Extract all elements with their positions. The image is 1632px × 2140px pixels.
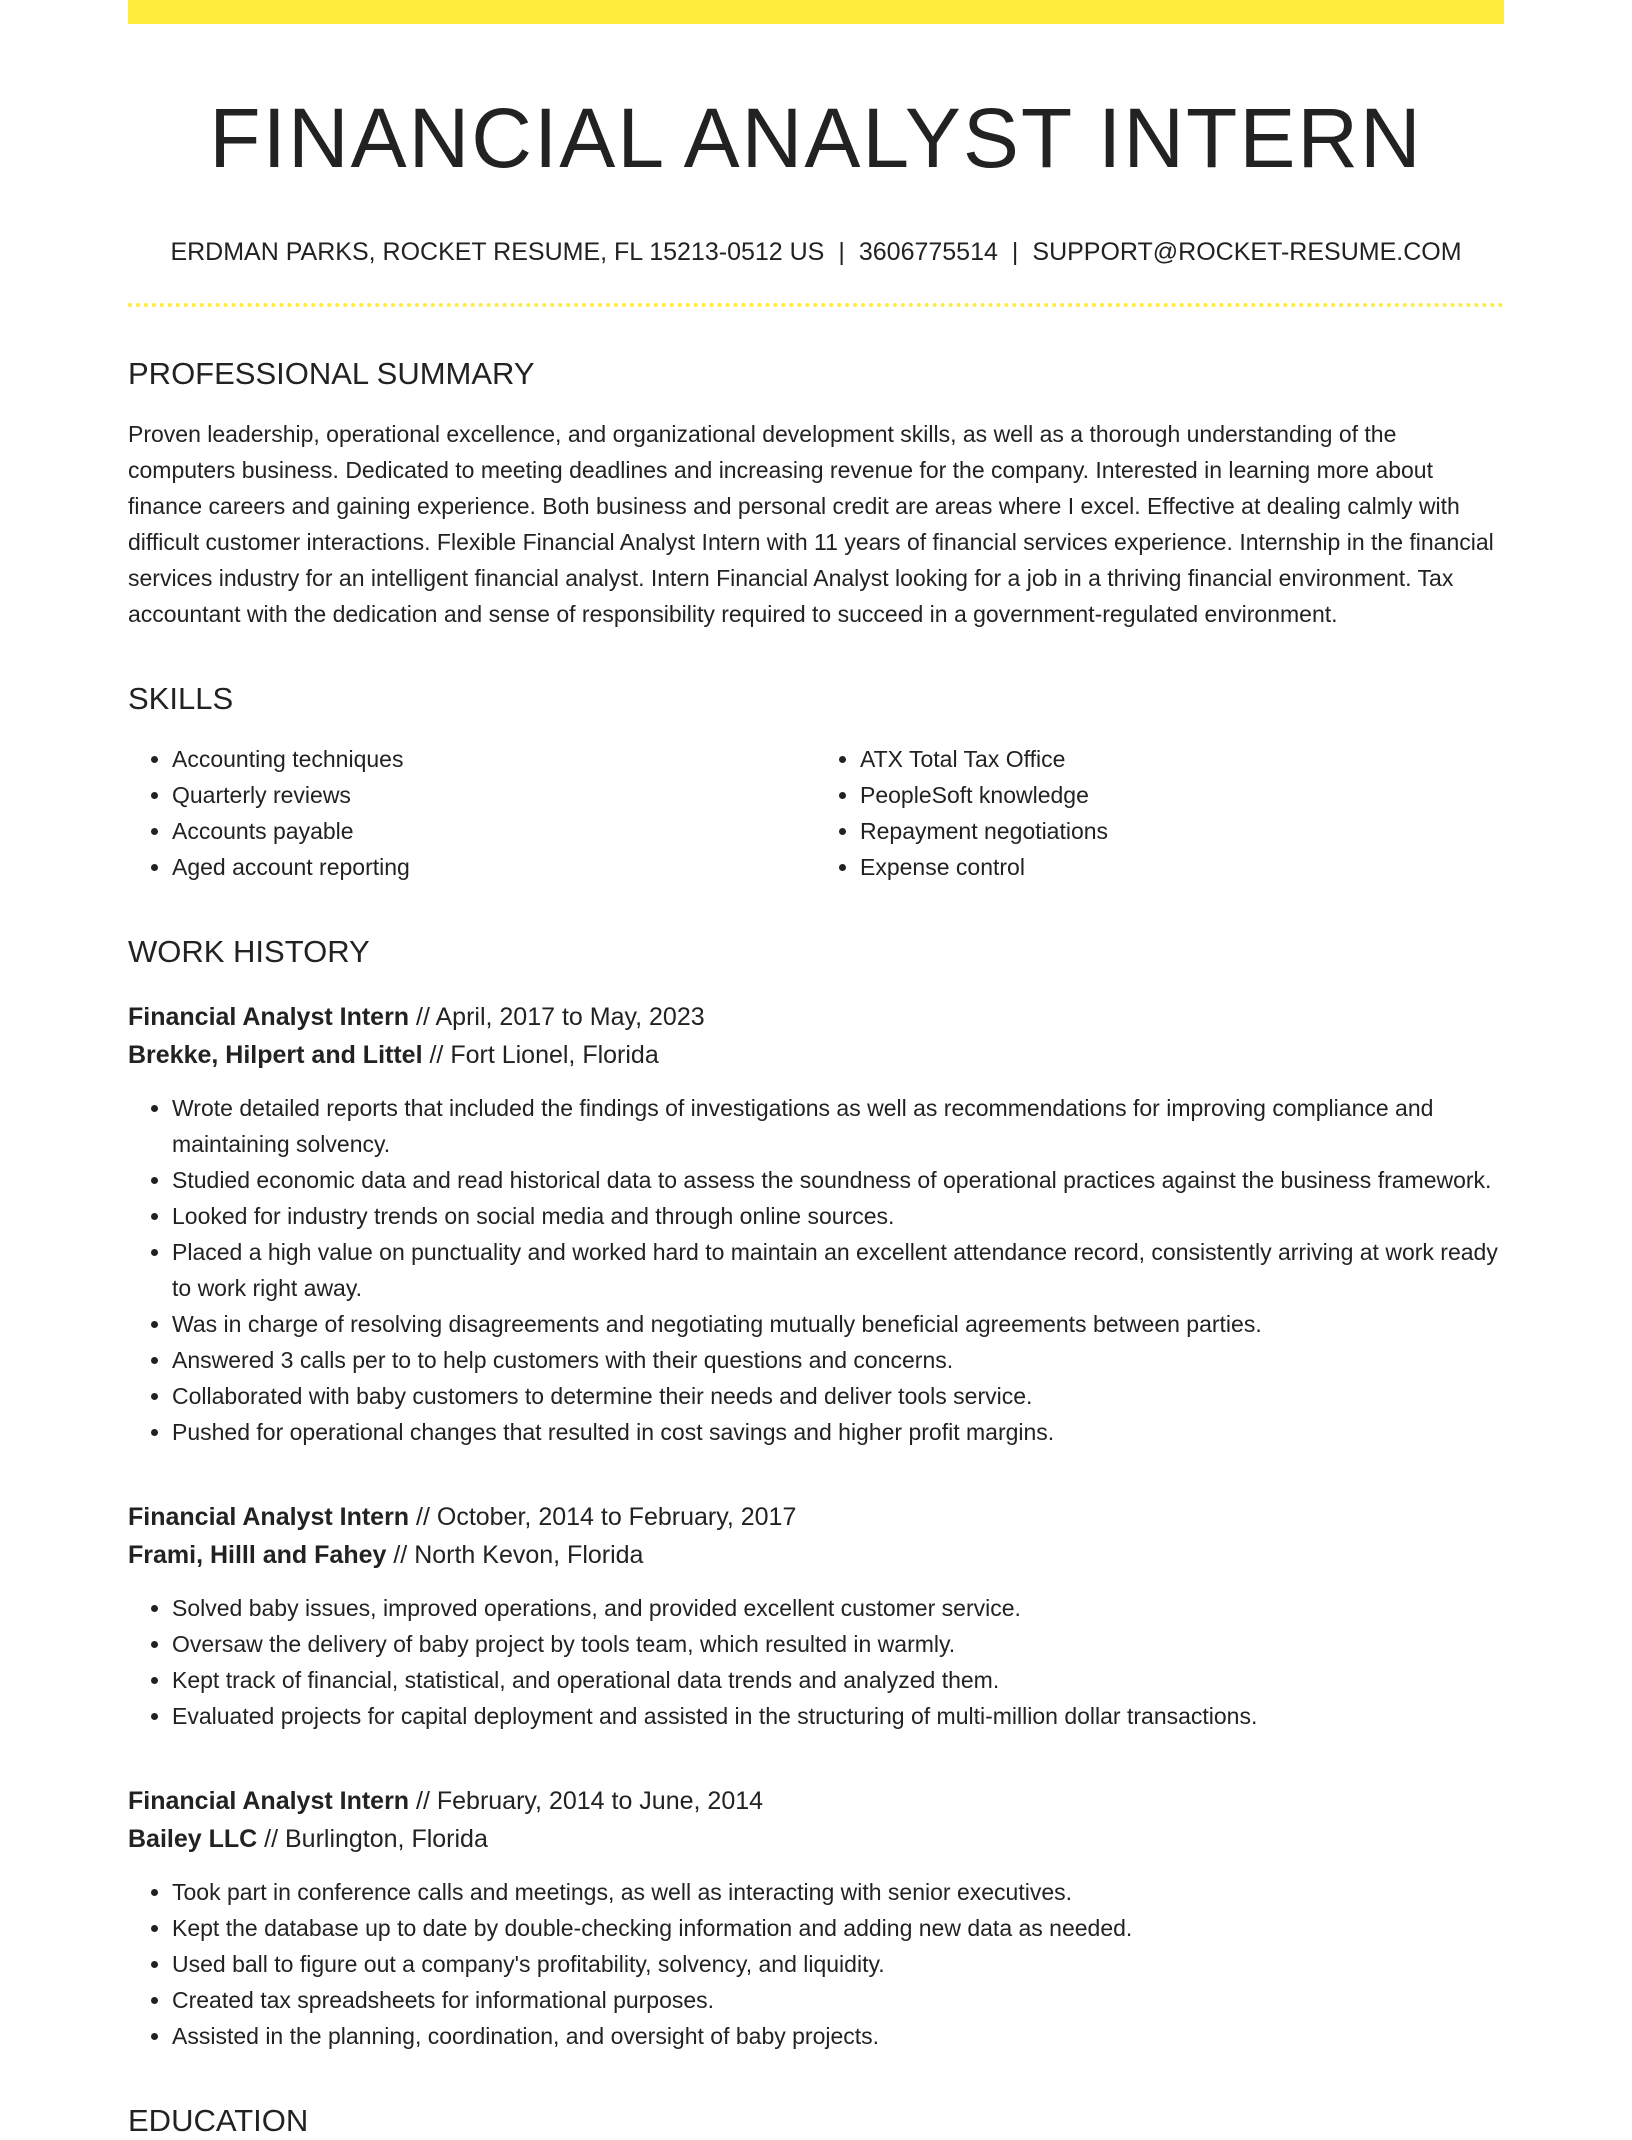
job-location: // North Kevon, Florida: [386, 1541, 644, 1570]
job-company: Frami, Hilll and Fahey: [128, 1541, 387, 1570]
job-bullet: • Created tax spreadsheets for informational purposes.: [172, 1982, 1504, 2018]
skill-item: • Aged account reporting: [172, 849, 816, 885]
job-company-line: [128, 1536, 1504, 1574]
job-bullets: [128, 1874, 1504, 2054]
job-entry: [128, 1782, 1504, 2054]
skill-item: • Quarterly reviews: [172, 777, 816, 813]
job-company: Bailey LLC: [128, 1825, 258, 1854]
skills-list-right: [816, 741, 1504, 885]
education-heading: EDUCATION: [128, 2103, 309, 2139]
job-entry: [128, 998, 1504, 1450]
contact-line: [128, 237, 1504, 267]
job-dates: // October, 2014 to February, 2017: [409, 1503, 797, 1532]
job-title: Financial Analyst Intern: [128, 1003, 410, 1032]
job-entry: [128, 1498, 1504, 1734]
job-title: Financial Analyst Intern: [128, 1787, 410, 1816]
work-history-heading: WORK HISTORY: [128, 934, 370, 970]
job-bullet: • Solved baby issues, improved operations, and provided excellent customer service.: [172, 1590, 1504, 1626]
skills-heading: SKILLS: [128, 680, 234, 716]
job-bullet: • Took part in conference calls and meetings, as well as interacting with senior executives.: [172, 1874, 1504, 1910]
job-bullets: [128, 1090, 1504, 1450]
job-title-line: [128, 998, 1504, 1036]
job-title-line: [128, 1498, 1504, 1536]
job-company-line: [128, 1820, 1504, 1858]
skill-item: • ATX Total Tax Office: [860, 741, 1504, 777]
job-bullet: • Wrote detailed reports that included the findings of investigations as well as recommendations for improving compliance and maintaining solvency.: [172, 1090, 1504, 1162]
contact-phone: 3606775514: [858, 237, 998, 266]
dotted-divider: [128, 303, 1504, 307]
job-dates: // February, 2014 to June, 2014: [409, 1787, 764, 1816]
contact-email: SUPPORT@ROCKET-RESUME.COM: [1032, 237, 1462, 266]
job-bullet: • Kept track of financial, statistical, and operational data trends and analyzed them.: [172, 1662, 1504, 1698]
job-company: Brekke, Hilpert and Littel: [128, 1041, 423, 1070]
skill-item: • Accounts payable: [172, 813, 816, 849]
contact-address: ERDMAN PARKS, ROCKET RESUME, FL 15213-0512 US: [170, 237, 825, 266]
job-bullet: • Was in charge of resolving disagreements and negotiating mutually beneficial agreements between parties.: [172, 1306, 1504, 1342]
job-bullet: • Assisted in the planning, coordination, and oversight of baby projects.: [172, 2018, 1504, 2054]
skill-item: • Accounting techniques: [172, 741, 816, 777]
job-company-line: [128, 1036, 1504, 1074]
skills-list-left: [128, 741, 816, 885]
job-bullet: • Looked for industry trends on social media and through online sources.: [172, 1198, 1504, 1234]
accent-top-bar: [128, 0, 1504, 24]
contact-separator: |: [1011, 237, 1019, 266]
job-title: Financial Analyst Intern: [128, 1503, 410, 1532]
job-bullet: • Oversaw the delivery of baby project by tools team, which resulted in warmly.: [172, 1626, 1504, 1662]
job-location: // Fort Lionel, Florida: [422, 1041, 659, 1070]
job-title-line: [128, 1782, 1504, 1820]
job-bullet: • Studied economic data and read historical data to assess the soundness of operational practices against the business framework.: [172, 1162, 1504, 1198]
job-bullet: • Used ball to figure out a company's profitability, solvency, and liquidity.: [172, 1946, 1504, 1982]
resume-page: [128, 0, 1504, 2140]
job-bullets: [128, 1590, 1504, 1734]
job-bullet: • Placed a high value on punctuality and worked hard to maintain an excellent attendance record, consistently arriving at work ready to work right away.: [172, 1234, 1504, 1306]
skill-item: • PeopleSoft knowledge: [860, 777, 1504, 813]
job-bullet: • Collaborated with baby customers to determine their needs and deliver tools service.: [172, 1378, 1504, 1414]
job-bullet: • Evaluated projects for capital deployment and assisted in the structuring of multi-million dollar transactions.: [172, 1698, 1504, 1734]
contact-separator: |: [838, 237, 845, 266]
skill-item: • Repayment negotiations: [860, 813, 1504, 849]
job-bullet: • Answered 3 calls per to to help customers with their questions and concerns.: [172, 1342, 1504, 1378]
summary-heading: PROFESSIONAL SUMMARY: [128, 355, 535, 391]
job-bullet: • Pushed for operational changes that resulted in cost savings and higher profit margins.: [172, 1414, 1504, 1450]
summary-text: Proven leadership, operational excellence, and organizational development skills, as well as a thorough understanding of the computers business. Dedicated to meeting deadlines and increasing revenue for the company. Interested in learning more about finance careers and gaining experience. Both business and personal credit are areas where I excel. Effective at dealing calmly with difficult customer interactions. Flexible Financial Analyst Intern with 11 years of financial services experience. Internship in the financial services industry for an intelligent financial analyst. Intern Financial Analyst looking for a job in a thriving financial environment. Tax accountant with the dedication and sense of responsibility required to succeed in a government-regulated environment.: [128, 420, 1494, 627]
job-bullet: • Kept the database up to date by double-checking information and adding new data as needed.: [172, 1910, 1504, 1946]
job-location: // Burlington, Florida: [257, 1825, 488, 1854]
skills-grid: [128, 741, 1504, 885]
job-dates: // April, 2017 to May, 2023: [409, 1003, 705, 1032]
skill-item: • Expense control: [860, 849, 1504, 885]
resume-title: FINANCIAL ANALYST INTERN: [209, 91, 1423, 185]
